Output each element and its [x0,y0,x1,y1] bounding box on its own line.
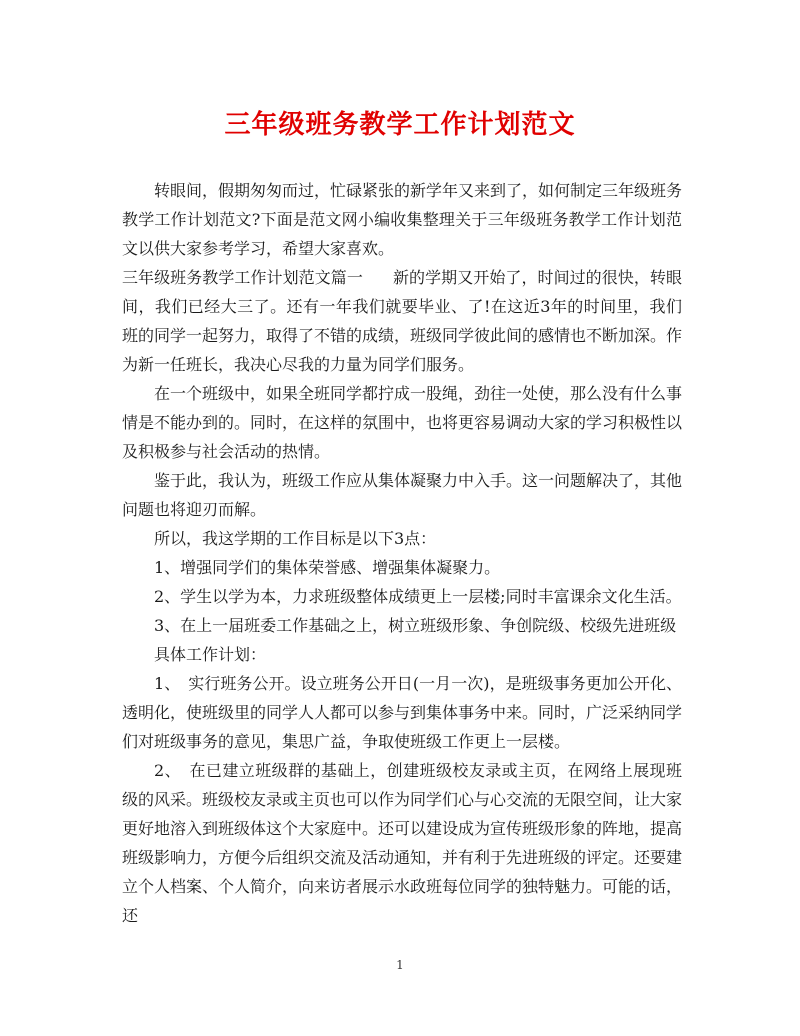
unity-paragraph: 在一个班级中，如果全班同学都拧成一股绳，劲往一处使，那么没有什么事情是不能办到的。同时，在这样的氛围中，也将更容易调动大家的学习积极性以及积极参与社会活动的热情。 [122,384,683,461]
document-body [122,176,682,930]
goals-intro-paragraph: 所以，我这学期的工作目标是以下3点： [154,529,437,548]
section-title: 三年级班务教学工作计划范文篇一 [122,268,363,287]
page-number: 1 [396,958,404,972]
goal-item: 2、学生以学为本，力求班级整体成绩更上一层楼;同时丰富课余文化生活。 [154,587,682,606]
plan-item: 1、 实行班务公开。设立班务公开日(一月一次)，是班级事务更加公开化、透明化，使班级里的同学人人都可以参与到集体事务中来。同时，广泛采纳同学们对班级事务的意见，集思广益，争取使班级工作更上一层楼。 [122,674,683,751]
plan-heading: 具体工作计划： [154,645,267,664]
goal-item: 1、增强同学们的集体荣誉感、增强集体凝聚力。 [154,558,501,577]
section-text: 新的学期又开始了，时间过的很快，转眼间，我们已经大三了。还有一年我们就要毕业、了!在这近3年的时间里，我们班的同学一起努力，取得了不错的成绩，班级同学彼此间的感情也不断加深。作为新一任班长，我决心尽我的力量为同学们服务。 [122,268,683,374]
plan-item: 2、 在已建立班级群的基础上，创建班级校友录或主页，在网络上展现班级的风采。班级校友录或主页也可以作为同学们心与心交流的无限空间，让大家更好地溶入到班级体这个大家庭中。还可以建设成为宣传班级形象的阵地，提高班级影响力，方便今后组织交流及活动通知，并有利于先进班级的评定。还要建立个人档案、个人简介，向来访者展示水政班每位同学的独特魅力。可能的话，还 [122,761,683,925]
focus-paragraph: 鉴于此，我认为，班级工作应从集体凝聚力中入手。这一问题解决了，其他问题也将迎刃而解。 [122,471,683,519]
section-paragraph [122,263,682,379]
goal-item: 3、在上一届班委工作基础之上，树立班级形象、争创院级、校级先进班级 [154,616,677,635]
document-title: 三年级班务教学工作计划范文 [224,110,576,140]
intro-paragraph: 转眼间，假期匆匆而过，忙碌紧张的新学年又来到了，如何制定三年级班务教学工作计划范文?下面是范文网小编收集整理关于三年级班务教学工作计划范文以供大家参考学习，希望大家喜欢。 [122,181,683,258]
